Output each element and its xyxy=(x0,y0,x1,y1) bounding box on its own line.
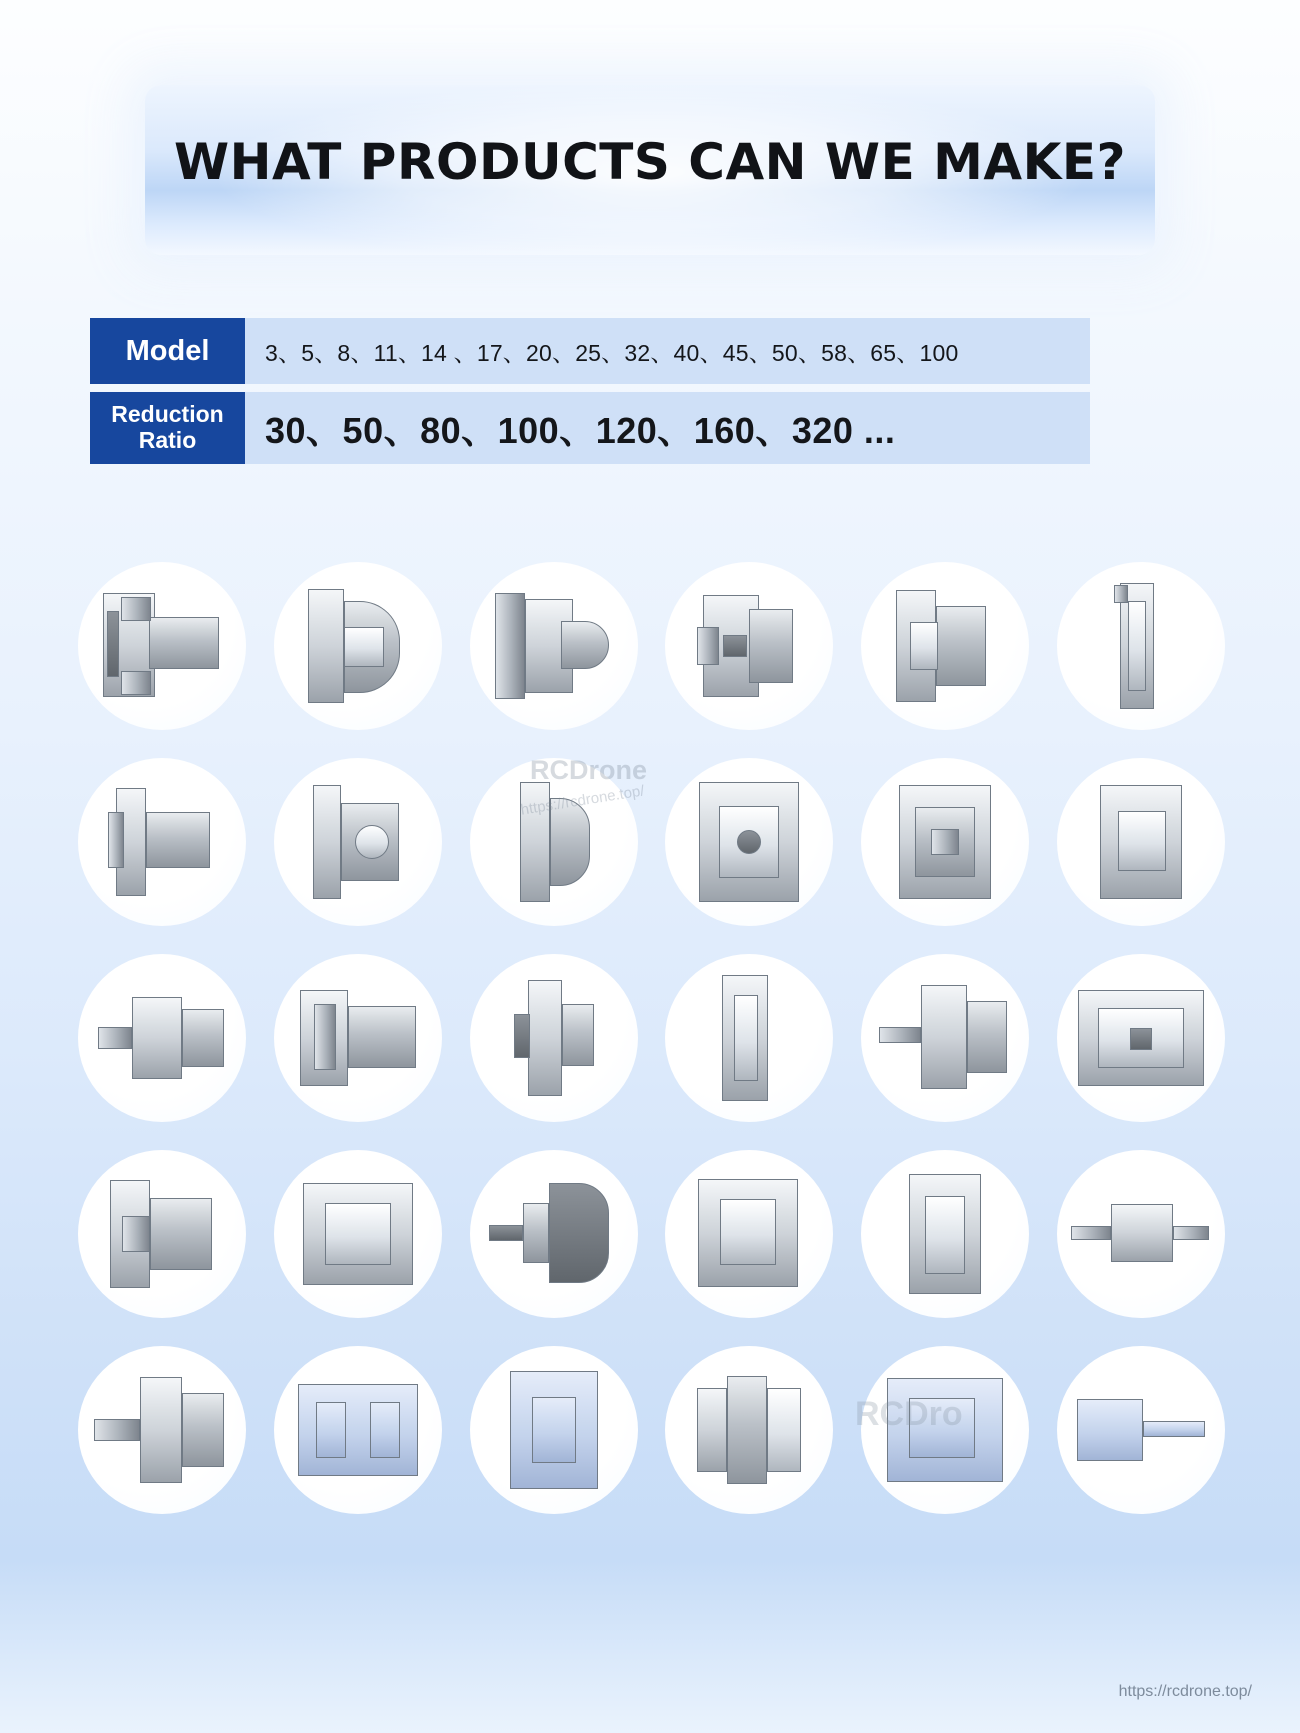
gallery-item xyxy=(847,744,1043,940)
product-thumbnail-4 xyxy=(665,562,833,730)
layered-reducer-section-icon xyxy=(100,1170,224,1298)
planetary-gearbox-section-icon xyxy=(689,776,809,908)
hollow-shaft-reducer-icon xyxy=(689,583,809,709)
product-thumbnail-14 xyxy=(274,954,442,1122)
product-thumbnail-6 xyxy=(1057,562,1225,730)
gallery-item xyxy=(1043,940,1239,1136)
product-thumbnail-10 xyxy=(665,758,833,926)
spec-value-model: 3、5、8、11、14 、17、20、25、32、40、45、50、58、65、100 xyxy=(245,318,1090,384)
product-thumbnail-11 xyxy=(861,758,1029,926)
product-thumbnail-17 xyxy=(861,954,1029,1122)
integrated-motor-reducer-icon xyxy=(294,976,422,1100)
gallery-item xyxy=(260,744,456,940)
watermark-brand: RCDrone xyxy=(530,755,648,785)
gallery-item xyxy=(260,1136,456,1332)
product-thumbnail-18 xyxy=(1057,954,1225,1122)
gallery-item xyxy=(64,1136,260,1332)
product-thumbnail-24 xyxy=(1057,1150,1225,1318)
watermark-brand-bottom: RCDro xyxy=(855,1395,963,1433)
product-thumbnail-27 xyxy=(470,1346,638,1514)
blue-plate-reducer-icon xyxy=(498,1365,610,1495)
product-thumbnail-29 xyxy=(861,1346,1029,1514)
product-thumbnail-8 xyxy=(274,758,442,926)
product-thumbnail-1 xyxy=(78,562,246,730)
gallery-item xyxy=(651,744,847,940)
spool-hub-unit-icon xyxy=(689,1370,809,1490)
product-thumbnail-22 xyxy=(665,1150,833,1318)
spec-value-reduction-ratio: 30、50、80、100、120、160、320 ... xyxy=(245,392,1090,464)
input-shaft-reducer-icon xyxy=(879,975,1011,1101)
spur-gear-drive-icon xyxy=(96,983,228,1093)
disc-flange-unit-icon xyxy=(295,777,421,907)
pancake-reducer-icon xyxy=(886,582,1004,710)
gallery-item xyxy=(64,1332,260,1528)
shaft-output-reducer-icon xyxy=(94,1371,230,1489)
table-row xyxy=(90,392,1090,464)
cup-type-gear-unit-icon xyxy=(491,583,617,709)
product-thumbnail-19 xyxy=(78,1150,246,1318)
footer-url[interactable]: https://rcdrone.top/ xyxy=(1118,1683,1252,1700)
gallery-item xyxy=(847,1332,1043,1528)
cycloidal-drive-section-icon xyxy=(295,1171,421,1297)
thin-plate-bearing-unit-icon xyxy=(1106,579,1176,713)
product-thumbnail-28 xyxy=(665,1346,833,1514)
gallery-item xyxy=(651,1136,847,1332)
gallery-item xyxy=(456,1332,652,1528)
through-shaft-reducer-icon xyxy=(1071,1194,1211,1274)
flange-reducer-cutaway-icon xyxy=(298,581,418,711)
product-thumbnail-30 xyxy=(1057,1346,1225,1514)
harmonic-drive-cutaway-icon xyxy=(97,581,227,711)
slim-gear-unit-icon xyxy=(506,974,602,1102)
gallery-item xyxy=(651,548,847,744)
product-thumbnail-13 xyxy=(78,954,246,1122)
gallery-item xyxy=(1043,744,1239,940)
product-thumbnail-26 xyxy=(274,1346,442,1514)
double-bearing-unit-icon xyxy=(887,777,1003,907)
spec-table xyxy=(90,318,1090,472)
title-banner xyxy=(145,85,1155,255)
gallery-item xyxy=(1043,548,1239,744)
gallery-item xyxy=(260,548,456,744)
spec-label-reduction-ratio: Reduction Ratio xyxy=(90,392,245,464)
gallery-item xyxy=(64,548,260,744)
product-thumbnail-5 xyxy=(861,562,1029,730)
gallery-item xyxy=(260,940,456,1136)
gallery-item xyxy=(1043,1136,1239,1332)
dome-cap-actuator-icon xyxy=(489,1179,619,1289)
split-case-gear-unit-icon xyxy=(690,1171,808,1297)
gallery-item xyxy=(456,940,652,1136)
product-thumbnail-23 xyxy=(861,1150,1029,1318)
gallery-item xyxy=(64,744,260,940)
product-thumbnail-2 xyxy=(274,562,442,730)
product-thumbnail-16 xyxy=(665,954,833,1122)
gallery-item xyxy=(456,744,652,940)
gallery-item xyxy=(651,1332,847,1528)
spec-label-model: Model xyxy=(90,318,245,384)
gallery-item xyxy=(456,1136,652,1332)
cross-roller-assembly-icon xyxy=(895,1168,995,1300)
blue-bearing-gearset-icon xyxy=(294,1378,422,1482)
shaft-mount-reducer-icon xyxy=(100,778,224,906)
product-thumbnail-25 xyxy=(78,1346,246,1514)
product-thumbnail-7 xyxy=(78,758,246,926)
table-row xyxy=(90,318,1090,384)
gallery-item xyxy=(260,1332,456,1528)
watermark-link: https://rcdrone.top/ xyxy=(519,782,646,819)
gallery-item xyxy=(847,1136,1043,1332)
blue-housing-gearbox-icon xyxy=(881,1368,1009,1492)
gallery-item xyxy=(651,940,847,1136)
long-shaft-gear-unit-icon xyxy=(1073,1385,1209,1475)
product-gallery xyxy=(64,548,1239,1528)
product-thumbnail-12 xyxy=(1057,758,1225,926)
page-title: WHAT PRODUCTS CAN WE MAKE? xyxy=(173,133,1126,191)
product-thumbnail-9 xyxy=(470,758,638,926)
gallery-item xyxy=(1043,1332,1239,1528)
vertical-section-drive-icon xyxy=(704,971,794,1105)
compact-drive-module-icon xyxy=(1086,777,1196,907)
product-thumbnail-3 xyxy=(470,562,638,730)
gallery-item xyxy=(64,940,260,1136)
ring-gear-assembly-icon xyxy=(504,776,604,908)
product-thumbnail-15 xyxy=(470,954,638,1122)
gallery-item xyxy=(847,940,1043,1136)
product-thumbnail-21 xyxy=(470,1150,638,1318)
gallery-item xyxy=(847,548,1043,744)
product-thumbnail-20 xyxy=(274,1150,442,1318)
gearbox-housing-section-icon xyxy=(1074,982,1208,1094)
gallery-item xyxy=(456,548,652,744)
